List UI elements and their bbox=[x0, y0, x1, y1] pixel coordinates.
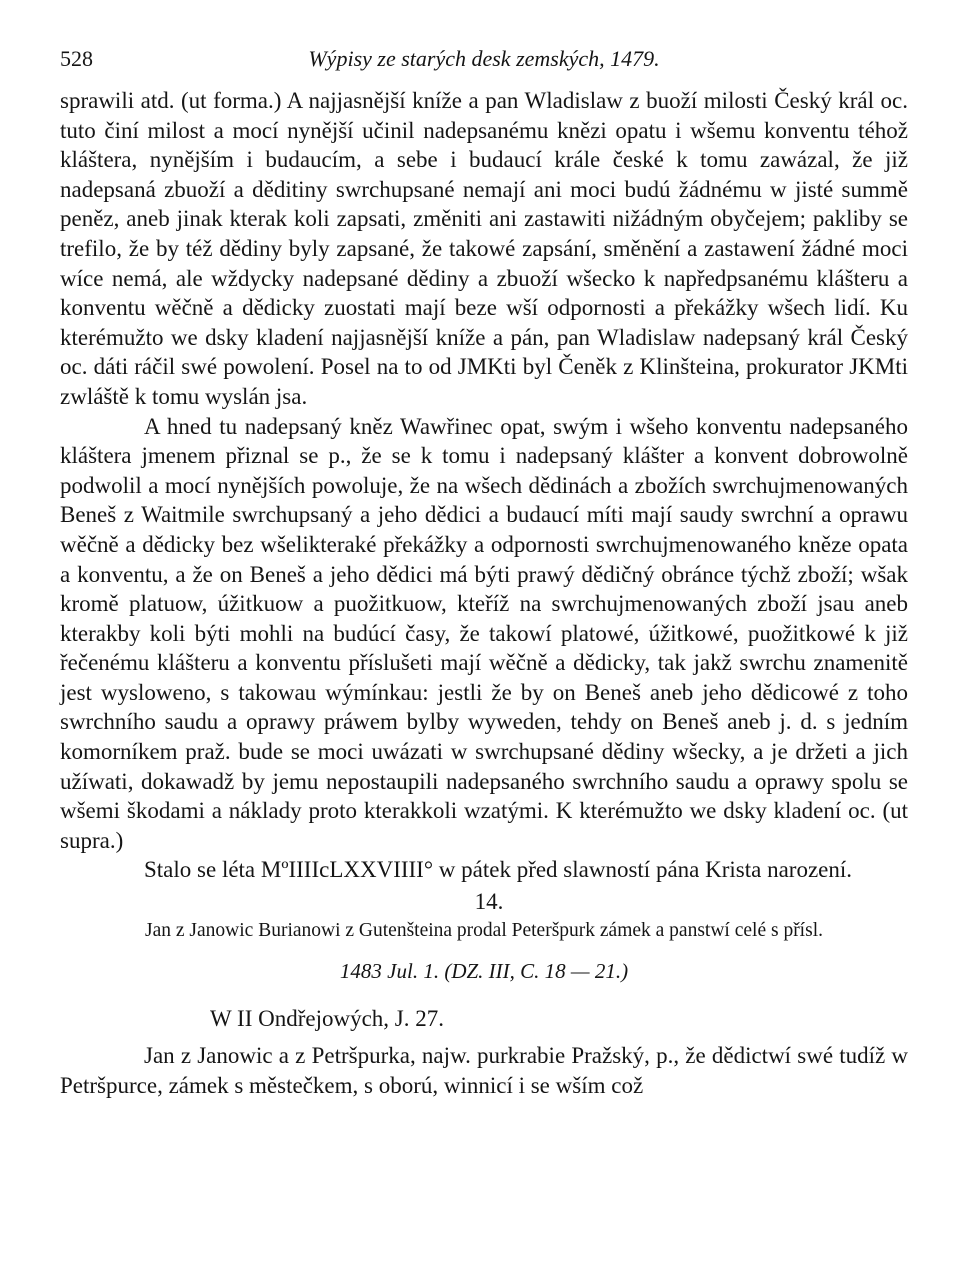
paragraph-abbot-confession: A hned tu nadepsaný kněz Wawřinec opat, swým i wšeho konventu nadepsaného kláštera jmenem přiznal se p., že se k tomu i nadepsaný klášter a konvent dobrowolně podwolil a mocí nynějších powoluje, že na wšech dědinách a zbožích swrchujmenowaných Beneš z Waitmile swrchupsaný a jeho dědici a budaucí míti mají saudy swrchní a oprawu wěčně a dědicky bez wšelikteraké překážky a odpornosti swrchujmenowaného kněze opata a konventu, a že on Beneš a jeho dědici má býti prawý dědičný obránce týchž zboží; wšak kromě platuow, úžitkuow a puožitkuow, kteříž na swrchujmenowaných zboží jsau aneb kterakby koli býti mohli na budúcí časy, že takowí platowé, úžitkowé, puožitkowé k již řečenému klášteru a konventu příslušeti mají wěčně a dědicky, tak jakž swrchu znamenitě jest wysloweno, s takowau wýmínkau: jestli že by on Beneš aneb jeho dědicowé z toho swrchního saudu a oprawy práwem bylby wyweden, tehdy on Beneš aneb j. d. s jedním komorníkem praž. bude se moci uwázati w swrchupsané dědiny wšecky, a je držeti a jich užíwati, dokawadž by jemu nepostaupili nadepsaného swrchního saudu a oprawy spolu se wšemi škodami a náklady proto kterakkoli wzatými. K kterémužto we dsky kladení oc. (ut supra.) bbox=[60, 413, 908, 853]
paragraph-grant-continuation: sprawili atd. (ut forma.) A najjasnější kníže a pan Wladislaw z buoží milosti Český král oc. tuto činí milost a mocí nynější učinil nadepsanému knězi opatu i wšemu konventu téhož kláštera, nynějším i budaucím, a sebe i budaucí krále české k tomu zawázal, že již nadepsaná zbuoží a děditiny swrchupsané nemají ani moci budú žádnému w jisté summě peněz, aneb jinak kterak koli zapsati, změniti ani zastawiti nižádným obyčejem; pakliby se trefilo, že by též dědiny byly zapsané, že takowé zapsání, směnění a zastawení žádné moci wíce nemá, ale wždycky nadepsané dědiny a zbuoží wšecko k napředpsanému klášteru a konventu wěčně a dědicky zuostati mají beze wší odpornosti a překážky wšech lidí. Ku kterémužto we dsky kladení najjasnější kníže a pán, pan Wladislaw nadepsaný král Český oc. dáti ráčil swé powolení. Posel na to od JMKti byl Čeněk z Klinšteina, prokurator JKMti zwláště k tomu wyslán jsa. bbox=[60, 88, 908, 409]
running-title: Wýpisy ze starých desk zemských, 1479. bbox=[308, 46, 660, 71]
page-header bbox=[60, 46, 908, 76]
page-number: 528 bbox=[60, 46, 93, 71]
page-body bbox=[60, 86, 908, 1100]
entry-location: W II Ondřejowých, J. 27. bbox=[210, 1006, 444, 1032]
entry-number: 14. bbox=[474, 889, 504, 915]
paragraph-dating: Stalo se léta MºIIIIcLXXVIIII° w pátek před slawností pána Krista narození. bbox=[144, 857, 853, 883]
entry-regest: Jan z Janowic Burianowi z Gutenšteina prodal Peteršpurk zámek a panstwí celé s přísl. bbox=[145, 920, 823, 942]
entry-text: Jan z Janowic a z Petršpurka, najw. purkrabie Pražský, p., že dědictwí swé tudíž w Petršpurce, zámek s městečkem, s oború, winnicí i se wším což bbox=[60, 1043, 908, 1098]
entry-source-citation: 1483 Jul. 1. (DZ. III, C. 18 — 21.) bbox=[339, 959, 629, 984]
